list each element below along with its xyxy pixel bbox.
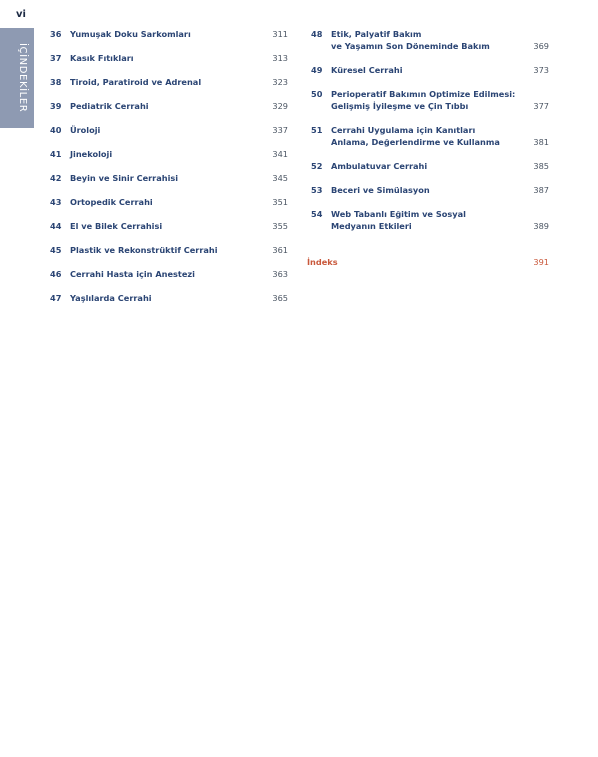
toc-entry[interactable] (50, 244, 288, 256)
toc-entry-title: Plastik ve Rekonstrüktif Cerrahi (70, 245, 218, 255)
toc-entry-page: 365 (272, 293, 288, 303)
toc-entry-page: 337 (272, 125, 288, 135)
toc-entry-title: Tiroid, Paratiroid ve Adrenal (70, 77, 202, 87)
toc-entry[interactable] (50, 100, 288, 112)
toc-entry[interactable] (311, 124, 549, 148)
toc-entry-number: 48 (311, 29, 323, 39)
toc-entry[interactable] (50, 28, 288, 40)
toc-entry[interactable] (50, 172, 288, 184)
toc-entry-number: 52 (311, 161, 323, 171)
toc-entry-title: Kasık Fıtıkları (70, 53, 134, 63)
toc-entry-title: Cerrahi Uygulama için Kanıtları (331, 125, 476, 135)
toc-left-column (50, 28, 288, 316)
toc-entry-title: Yumuşak Doku Sarkomları (70, 29, 191, 39)
toc-entry[interactable] (50, 292, 288, 304)
toc-entry[interactable] (50, 220, 288, 232)
toc-entry-number: 38 (50, 77, 62, 87)
toc-entry-page: 389 (533, 221, 549, 231)
toc-index-label: İndeks (307, 257, 338, 267)
toc-entry-title: Ambulatuvar Cerrahi (331, 161, 428, 171)
toc-entry-page: 323 (272, 77, 288, 87)
toc-entry[interactable] (311, 28, 549, 52)
toc-index-page: 391 (533, 257, 549, 267)
toc-entry-number: 36 (50, 29, 62, 39)
toc-entry-number: 43 (50, 197, 62, 207)
toc-entry-page: 363 (272, 269, 288, 279)
side-tab (0, 28, 34, 128)
toc-entry-title: Jinekoloji (70, 149, 113, 159)
toc-entry-page: 373 (533, 65, 549, 75)
toc-right-column (311, 28, 549, 244)
toc-entry-page: 387 (533, 185, 549, 195)
toc-entry-title: Cerrahi Hasta için Anestezi (70, 269, 195, 279)
toc-entry-page: 341 (272, 149, 288, 159)
toc-entry[interactable] (50, 52, 288, 64)
toc-entry[interactable] (311, 88, 549, 112)
toc-entry-page: 377 (533, 101, 549, 111)
toc-entry-number: 46 (50, 269, 62, 279)
toc-entry[interactable] (311, 160, 549, 172)
toc-entry[interactable] (50, 148, 288, 160)
toc-entry-title: Web Tabanlı Eğitim ve Sosyal (331, 209, 466, 219)
toc-entry-number: 39 (50, 101, 62, 111)
toc-entry-number: 45 (50, 245, 62, 255)
toc-entry-number: 47 (50, 293, 62, 303)
side-tab-label: İÇİNDEKİLER (17, 43, 28, 113)
toc-entry-number: 50 (311, 89, 323, 99)
toc-entry-page: 381 (533, 137, 549, 147)
toc-entry-number: 42 (50, 173, 62, 183)
page-number: vi (16, 9, 26, 20)
toc-entry[interactable] (50, 196, 288, 208)
toc-entry-title: Beceri ve Simülasyon (331, 185, 430, 195)
toc-index-entry[interactable] (307, 256, 549, 268)
toc-entry-page: 329 (272, 101, 288, 111)
toc-entry-title: ve Yaşamın Son Döneminde Bakım (331, 41, 490, 51)
toc-entry-number: 49 (311, 65, 323, 75)
toc-entry-page: 385 (533, 161, 549, 171)
toc-entry-number: 37 (50, 53, 62, 63)
toc-entry-page: 355 (272, 221, 288, 231)
toc-entry-title: Gelişmiş İyileşme ve Çin Tıbbı (331, 101, 469, 111)
toc-entry-page: 361 (272, 245, 288, 255)
toc-entry[interactable] (311, 64, 549, 76)
toc-entry[interactable] (50, 268, 288, 280)
toc-entry-title: Anlama, Değerlendirme ve Kullanma (331, 137, 500, 147)
toc-entry-title: Küresel Cerrahi (331, 65, 403, 75)
toc-entry[interactable] (50, 76, 288, 88)
toc-entry-title: Üroloji (70, 125, 101, 135)
toc-entry-number: 41 (50, 149, 62, 159)
toc-entry-title: Perioperatif Bakımın Optimize Edilmesi: (331, 89, 516, 99)
toc-entry-number: 44 (50, 221, 62, 231)
toc-entry-title: Pediatrik Cerrahi (70, 101, 149, 111)
toc-entry-page: 311 (272, 29, 288, 39)
toc-entry-page: 313 (272, 53, 288, 63)
toc-entry-title: Etik, Palyatif Bakım (331, 29, 422, 39)
toc-entry-page: 369 (533, 41, 549, 51)
toc-entry-title: Yaşlılarda Cerrahi (70, 293, 152, 303)
toc-entry[interactable] (311, 184, 549, 196)
toc-entry-number: 40 (50, 125, 62, 135)
toc-entry-title: Medyanın Etkileri (331, 221, 412, 231)
toc-entry-page: 345 (272, 173, 288, 183)
toc-entry-number: 53 (311, 185, 323, 195)
toc-entry-title: El ve Bilek Cerrahisi (70, 221, 163, 231)
toc-entry-number: 54 (311, 209, 323, 219)
toc-entry-page: 351 (272, 197, 288, 207)
toc-entry-number: 51 (311, 125, 323, 135)
toc-entry[interactable] (50, 124, 288, 136)
toc-entry[interactable] (311, 208, 549, 232)
toc-entry-title: Ortopedik Cerrahi (70, 197, 153, 207)
toc-entry-title: Beyin ve Sinir Cerrahisi (70, 173, 179, 183)
